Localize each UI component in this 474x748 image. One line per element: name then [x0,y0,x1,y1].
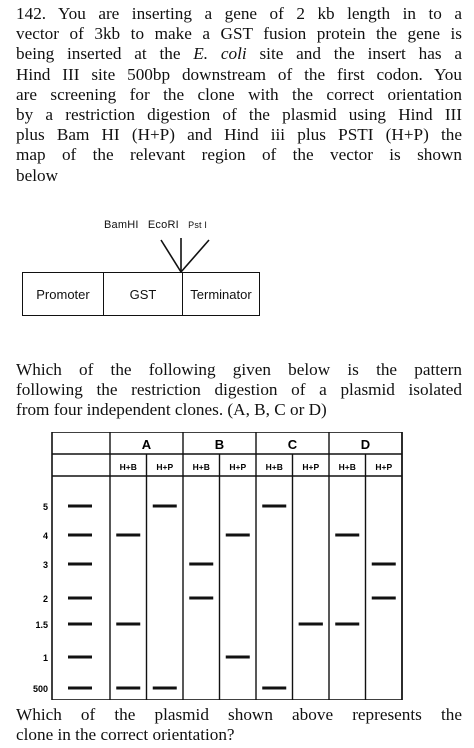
clone-header-d: D [360,437,371,452]
vector-map [22,272,260,316]
site-label-bamhi: BamHI [104,219,139,231]
segment-label: GST [129,286,157,302]
segment-label: Terminator [190,286,252,302]
lane-header: H+P [156,462,174,472]
question-text [16,4,462,186]
prompt-line: following the restriction digestion of a plasmid isolated [16,380,462,400]
map-segment-terminator [182,272,260,316]
marker-label: 2 [42,594,48,604]
question-line: map of the relevant region of the vector is shown [16,145,462,165]
prompt-line: Which of the following given below is the pattern [16,360,462,379]
question-line: by a restriction digestion of the plasmid using Hind III [16,105,462,125]
gel-svg [16,432,456,700]
site-label-ecori: EcoRI [147,219,179,231]
organism-name: E. coli [193,44,247,64]
lane-header: H+B [119,462,137,472]
gel-frame [52,432,402,700]
marker-label: 4 [42,531,48,541]
prompt-line: from four independent clones. (A, B, C or D) [16,400,327,420]
question-line: Hind III site 500bp downstream of the first codon. You [16,64,462,84]
closing-line: Which of the plasmid shown above represents the [16,705,462,724]
question-line: are screening for the clone with the correct orientation [16,84,462,104]
marker-label: 500 [32,684,48,694]
clone-header-a: A [141,437,152,452]
closing-question [16,705,462,745]
restriction-site-labels [104,219,213,231]
lane-header: H+B [338,462,356,472]
marker-label: 5 [42,502,48,512]
answer-prompt [16,360,462,421]
question-line-part: being inserted at the E. coli site and the insert has a [16,44,462,64]
question-line: plus Bam HI (H+P) and Hind iii plus PSTI (H+P) the [16,125,462,145]
segment-label: Promoter [36,286,90,302]
map-segment-promoter [22,272,104,316]
marker-label: 1.5 [35,620,48,630]
lane-header: H+B [192,462,210,472]
lane-header: H+P [302,462,320,472]
gel-figure [16,432,456,705]
marker-label: 1 [42,653,48,663]
question-line: below [16,165,59,185]
clone-header-b: B [214,437,225,452]
site-label-psti: Pst I [188,220,208,230]
lane-header: H+P [375,462,393,472]
lane-header: H+B [265,462,283,472]
lane-header: H+P [229,462,247,472]
question-line: 142. You are inserting a gene of 2 kb length in to a [16,4,462,23]
marker-label: 3 [42,560,48,570]
question-line: vector of 3kb to make a GST fusion protein the gene is [16,24,462,44]
closing-line: clone in the correct orientation? [16,725,235,745]
map-segment-gst [104,272,182,316]
clone-header-c: C [287,437,298,452]
question-line [16,44,462,64]
